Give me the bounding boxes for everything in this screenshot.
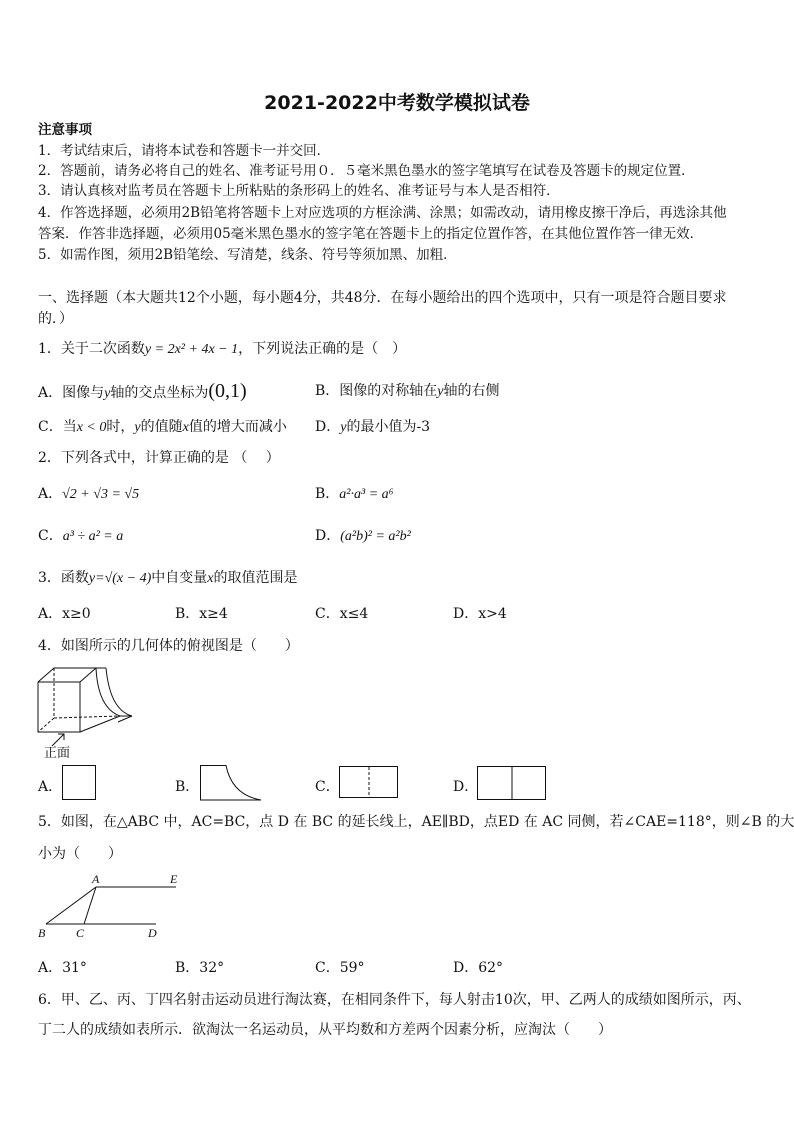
q5-label-c: C bbox=[76, 926, 85, 940]
q1-c-suffix: 值的增大而减小 bbox=[188, 419, 287, 435]
q1-a-math: (0,1) bbox=[208, 380, 247, 402]
q4-option-b-label: B． bbox=[175, 779, 200, 795]
notice-item-4: 4．作答选择题，必须用2B铅笔将答题卡上对应选项的方框涂满、涂黑；如需改动，请用橡皮擦干净后，再选涂其他 bbox=[38, 205, 727, 221]
q3-prefix: 3．函数 bbox=[38, 570, 89, 586]
q4-option-c-figure bbox=[339, 766, 399, 799]
q4-option-d-figure bbox=[477, 766, 547, 801]
q1-formula: y = 2x² + 4x − 1 bbox=[144, 342, 239, 357]
q1-b-text: B．图像的对称轴在 bbox=[315, 383, 438, 399]
q5-label-b: B bbox=[38, 926, 46, 940]
section-heading-cont: 的．） bbox=[38, 311, 73, 327]
page-title: 2021-2022中考数学模拟试卷 bbox=[264, 92, 530, 114]
q2-c-label: C． bbox=[38, 528, 63, 544]
notice-item-3: 3．请认真核对监考员在答题卡上所粘贴的条形码上的姓名、准考证号与本人是否相符． bbox=[38, 183, 560, 199]
q4-front-label: 正面 bbox=[44, 746, 71, 761]
q5-option-a: A．31° bbox=[38, 960, 87, 976]
question-5-stem: 5．如图，在△ABC 中，AC=BC，点 D 在 BC 的延长线上，AE∥BD，点ED 在 AC 同侧，若∠CAE=118°，则∠B 的大 bbox=[38, 814, 794, 830]
q1-d-var: y bbox=[340, 420, 347, 435]
q1-option-b bbox=[315, 380, 500, 400]
q1-a-text: A．图像与 bbox=[38, 385, 105, 401]
notice-item-4-cont: 答案．作答非选择题，必须用05毫米黑色墨水的签字笔在答题卡上的指定位置作答，在其他位置作答一律无效． bbox=[38, 226, 704, 242]
q2-a-label: A． bbox=[38, 486, 63, 502]
question-1-stem bbox=[38, 338, 406, 358]
q2-option-a bbox=[38, 483, 139, 503]
q1-c-var: y bbox=[134, 420, 141, 435]
q2-d-math: (a²b)² = a²b² bbox=[340, 529, 411, 544]
q1-prefix: 1．关于二次函数 bbox=[38, 341, 145, 357]
q1-c-text: C．当 bbox=[38, 419, 77, 435]
q1-b-var: y bbox=[437, 384, 444, 399]
q3-option-d: D．x>4 bbox=[453, 606, 507, 622]
q3-suffix: 的取值范围是 bbox=[213, 570, 298, 586]
q1-c-var2: x bbox=[182, 420, 189, 435]
q1-b-suffix: 轴的右侧 bbox=[443, 383, 500, 399]
q5-triangle-figure bbox=[36, 870, 186, 942]
q5-label-e: E bbox=[170, 872, 178, 886]
q3-option-a: A．x≥0 bbox=[38, 606, 91, 622]
notice-heading: 注意事项 bbox=[38, 122, 92, 138]
q3-mid: 中自变量 bbox=[151, 570, 208, 586]
q5-option-b: B．32° bbox=[175, 960, 225, 976]
q5-label-d: D bbox=[148, 926, 157, 940]
q1-c-mid2: 的值随 bbox=[140, 419, 183, 435]
q2-c-math: a³ ÷ a² = a bbox=[62, 529, 124, 544]
q1-a-mid: 轴的交点坐标为 bbox=[110, 385, 209, 401]
q4-solid-figure bbox=[34, 660, 144, 748]
q1-option-d bbox=[315, 416, 430, 436]
q2-b-math: a²·a³ = a⁶ bbox=[339, 487, 394, 502]
q5-label-a: A bbox=[92, 872, 100, 886]
question-3-stem bbox=[38, 567, 297, 587]
q1-c-mid: 时， bbox=[106, 419, 135, 435]
question-6-stem-cont: 丁二人的成绩如表所示．欲淘汰一名运动员，从平均数和方差两个因素分析，应淘汰（ ） bbox=[38, 1022, 612, 1038]
q1-option-a bbox=[38, 380, 247, 403]
q5-option-c: C．59° bbox=[315, 960, 365, 976]
q1-d-suffix: 的最小值为-3 bbox=[346, 419, 431, 435]
q4-option-a-label: A． bbox=[38, 779, 63, 795]
q2-b-label: B． bbox=[315, 486, 340, 502]
notice-item-2: 2．答题前，请务必将自己的姓名、准考证号用０．５毫米黑色墨水的签字笔填写在试卷及答题卡的规定位置． bbox=[38, 163, 695, 179]
q1-d-text: D． bbox=[315, 419, 341, 435]
q4-option-a-figure bbox=[62, 765, 96, 801]
q2-a-math: √2 + √3 = √5 bbox=[62, 487, 140, 502]
q3-option-c: C．x≤4 bbox=[315, 606, 369, 622]
section-heading: 一、选择题（本大题共12个小题，每小题4分，共48分．在每小题给出的四个选项中，只有一项是符合题目要求 bbox=[38, 290, 727, 306]
q1-option-c bbox=[38, 416, 287, 436]
notice-item-1: 1．考试结束后，请将本试卷和答题卡一并交回． bbox=[38, 143, 331, 159]
q2-option-b bbox=[315, 483, 394, 503]
q4-option-d-label: D． bbox=[453, 779, 479, 795]
q3-option-b: B．x≥4 bbox=[175, 606, 228, 622]
q3-formula: y=√(x − 4) bbox=[88, 571, 152, 586]
q2-d-label: D． bbox=[315, 528, 341, 544]
q4-option-b-figure bbox=[200, 765, 262, 801]
question-4-stem: 4．如图所示的几何体的俯视图是（ ） bbox=[38, 638, 299, 654]
q1-c-cond: x < 0 bbox=[76, 420, 107, 435]
q1-a-var: y bbox=[104, 386, 111, 401]
question-2-stem: 2．下列各式中，计算正确的是 （ ） bbox=[38, 450, 280, 466]
question-6-stem: 6．甲、乙、丙、丁四名射击运动员进行淘汰赛，在相同条件下，每人射击10次，甲、乙两人的成绩如图所示，丙、 bbox=[38, 992, 751, 1008]
question-5-stem-cont: 小为（ ） bbox=[38, 846, 122, 862]
q2-option-c bbox=[38, 525, 123, 545]
q2-option-d bbox=[315, 525, 411, 545]
notice-item-5: 5．如需作图，须用2B铅笔绘、写清楚，线条、符号等须加黑、加粗． bbox=[38, 247, 457, 263]
q4-option-c-label: C． bbox=[315, 779, 340, 795]
q1-suffix: ，下列说法正确的是（ ） bbox=[238, 341, 407, 357]
q5-option-d: D．62° bbox=[453, 960, 504, 976]
q3-var: x bbox=[207, 571, 214, 586]
